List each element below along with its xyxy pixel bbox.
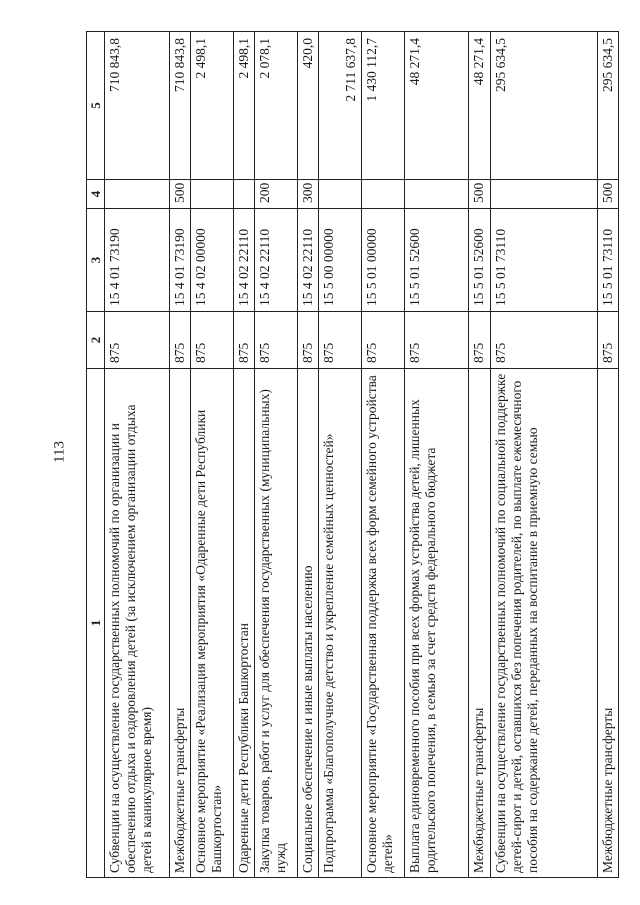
row-expense-type-cell bbox=[405, 180, 469, 209]
row-code-cell: 875 bbox=[255, 312, 298, 369]
row-target-article-cell: 15 4 02 22110 bbox=[255, 209, 298, 312]
header-col-1: 1 bbox=[87, 369, 105, 878]
row-name-cell: Межбюджетные трансферты bbox=[169, 369, 190, 878]
row-amount-cell: 48 271,4 bbox=[405, 32, 469, 180]
row-name-cell: Субвенции на осуществление государственных полномочий по организации и обеспечению отдыха и оздоровления детей (за исключением организации отдыха детей в каникулярное время) bbox=[105, 369, 169, 878]
row-expense-type-cell bbox=[190, 180, 233, 209]
row-amount-cell: 2 498,1 bbox=[190, 32, 233, 180]
row-name-cell: Подпрограмма «Благополучное детство и укрепление семейных ценностей» bbox=[319, 369, 362, 878]
table-row bbox=[233, 32, 254, 878]
table-row bbox=[597, 32, 618, 878]
header-col-5: 5 bbox=[87, 32, 105, 180]
row-name-cell: Закупка товаров, работ и услуг для обеспечения государственных (муниципальных) нужд bbox=[255, 369, 298, 878]
row-target-article-cell: 15 5 01 73110 bbox=[597, 209, 618, 312]
row-expense-type-cell: 500 bbox=[169, 180, 190, 209]
row-target-article-cell: 15 5 01 73110 bbox=[490, 209, 597, 312]
row-name-cell: Основное мероприятие «Государственная поддержка всех форм семейного устройства детей» bbox=[362, 369, 405, 878]
row-expense-type-cell bbox=[233, 180, 254, 209]
row-expense-type-cell: 200 bbox=[255, 180, 298, 209]
page-number: 113 bbox=[51, 441, 68, 463]
row-code-cell: 875 bbox=[597, 312, 618, 369]
row-amount-cell: 2 711 637,8 bbox=[319, 32, 362, 180]
row-target-article-cell: 15 5 00 00000 bbox=[319, 209, 362, 312]
row-expense-type-cell bbox=[362, 180, 405, 209]
row-expense-type-cell bbox=[490, 180, 597, 209]
row-name-cell: Основное мероприятие «Реализация мероприятия «Одаренные дети Республики Башкортостан» bbox=[190, 369, 233, 878]
rotated-table-frame bbox=[86, 32, 616, 878]
row-name-cell: Социальное обеспечение и иные выплаты населению bbox=[298, 369, 319, 878]
table-body bbox=[105, 32, 619, 878]
row-amount-cell: 295 634,5 bbox=[597, 32, 618, 180]
row-code-cell: 875 bbox=[362, 312, 405, 369]
table-row bbox=[490, 32, 597, 878]
row-amount-cell: 48 271,4 bbox=[469, 32, 490, 180]
row-expense-type-cell: 300 bbox=[298, 180, 319, 209]
row-target-article-cell: 15 4 01 73190 bbox=[169, 209, 190, 312]
row-target-article-cell: 15 5 01 52600 bbox=[405, 209, 469, 312]
row-amount-cell: 2 078,1 bbox=[255, 32, 298, 180]
row-code-cell: 875 bbox=[298, 312, 319, 369]
row-target-article-cell: 15 4 01 73190 bbox=[105, 209, 169, 312]
row-name-cell: Межбюджетные трансферты bbox=[469, 369, 490, 878]
header-col-4: 4 bbox=[87, 180, 105, 209]
row-target-article-cell: 15 5 01 52600 bbox=[469, 209, 490, 312]
row-name-cell: Выплата единовременного пособия при всех формах устройства детей, лишенных родительского попечения, в семью за счет средств федерального бюджета bbox=[405, 369, 469, 878]
row-name-cell: Одаренные дети Республики Башкортостан bbox=[233, 369, 254, 878]
header-row bbox=[87, 32, 105, 878]
row-expense-type-cell: 500 bbox=[469, 180, 490, 209]
row-code-cell: 875 bbox=[469, 312, 490, 369]
row-target-article-cell: 15 4 02 22110 bbox=[298, 209, 319, 312]
row-code-cell: 875 bbox=[233, 312, 254, 369]
row-amount-cell: 1 430 112,7 bbox=[362, 32, 405, 180]
row-code-cell: 875 bbox=[490, 312, 597, 369]
table-row bbox=[298, 32, 319, 878]
table-row bbox=[362, 32, 405, 878]
row-code-cell: 875 bbox=[190, 312, 233, 369]
row-code-cell: 875 bbox=[319, 312, 362, 369]
row-expense-type-cell bbox=[319, 180, 362, 209]
budget-table-container bbox=[86, 32, 616, 878]
table-row bbox=[190, 32, 233, 878]
row-amount-cell: 710 843,8 bbox=[169, 32, 190, 180]
table-row bbox=[169, 32, 190, 878]
row-amount-cell: 295 634,5 bbox=[490, 32, 597, 180]
row-amount-cell: 420,0 bbox=[298, 32, 319, 180]
row-target-article-cell: 15 4 02 22110 bbox=[233, 209, 254, 312]
row-code-cell: 875 bbox=[169, 312, 190, 369]
table-row bbox=[255, 32, 298, 878]
table-row bbox=[319, 32, 362, 878]
header-col-3: 3 bbox=[87, 209, 105, 312]
row-target-article-cell: 15 4 02 00000 bbox=[190, 209, 233, 312]
row-expense-type-cell: 500 bbox=[597, 180, 618, 209]
row-target-article-cell: 15 5 01 00000 bbox=[362, 209, 405, 312]
row-amount-cell: 710 843,8 bbox=[105, 32, 169, 180]
row-name-cell: Межбюджетные трансферты bbox=[597, 369, 618, 878]
row-amount-cell: 2 498,1 bbox=[233, 32, 254, 180]
row-code-cell: 875 bbox=[105, 312, 169, 369]
table-row bbox=[405, 32, 469, 878]
table-row bbox=[469, 32, 490, 878]
row-name-cell: Субвенции на осуществление государственных полномочий по социальной поддержке детей-сирот и детей, оставшихся без попечения родителей, по выплате ежемесячного пособия на содержание детей, переданных на воспитание в приемную семью bbox=[490, 369, 597, 878]
row-code-cell: 875 bbox=[405, 312, 469, 369]
header-col-2: 2 bbox=[87, 312, 105, 369]
budget-table bbox=[86, 31, 619, 878]
table-row bbox=[105, 32, 169, 878]
row-expense-type-cell bbox=[105, 180, 169, 209]
